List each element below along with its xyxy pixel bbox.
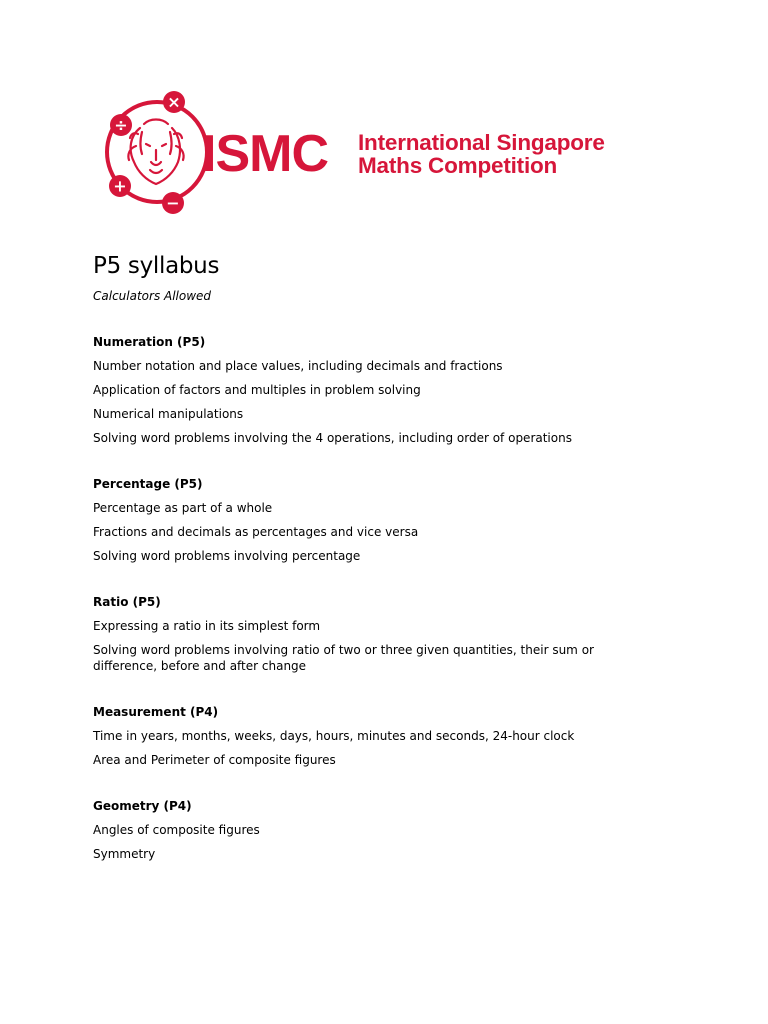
svg-text:+: + bbox=[113, 176, 127, 196]
section-measurement bbox=[93, 704, 693, 768]
page-title: P5 syllabus bbox=[93, 253, 220, 279]
logo-mark-text: ISMC bbox=[202, 125, 328, 183]
list-item: Percentage as part of a whole bbox=[93, 501, 273, 515]
list-item: Time in years, months, weeks, days, hours, minutes and seconds, 24-hour clock bbox=[93, 729, 575, 743]
list-item: Solving word problems involving percentage bbox=[93, 549, 361, 563]
section-heading: Measurement (P4) bbox=[93, 705, 219, 719]
logo-full-name bbox=[358, 131, 605, 177]
list-item: Area and Perimeter of composite figures bbox=[93, 753, 336, 767]
list-item: Expressing a ratio in its simplest form bbox=[93, 619, 321, 633]
list-item: Fractions and decimals as percentages and vice versa bbox=[93, 525, 419, 539]
section-numeration bbox=[93, 334, 693, 446]
list-item: Application of factors and multiples in problem solving bbox=[93, 383, 421, 397]
syllabus-content bbox=[93, 250, 693, 862]
section-heading: Percentage (P5) bbox=[93, 477, 203, 491]
section-percentage bbox=[93, 476, 693, 564]
logo-name-line-1: International Singapore bbox=[358, 130, 605, 155]
page-subtitle: Calculators Allowed bbox=[93, 289, 212, 303]
section-heading: Geometry (P4) bbox=[93, 799, 192, 813]
list-item: Number notation and place values, including decimals and fractions bbox=[93, 359, 503, 373]
section-ratio bbox=[93, 594, 693, 674]
list-item: Symmetry bbox=[93, 847, 156, 861]
list-item: Solving word problems involving ratio of two or three given quantities, their sum or difference, before and after change bbox=[93, 643, 594, 673]
svg-text:÷: ÷ bbox=[114, 115, 128, 135]
svg-text:−: − bbox=[166, 193, 180, 213]
list-item: Solving word problems involving the 4 operations, including order of operations bbox=[93, 431, 572, 445]
list-item: Angles of composite figures bbox=[93, 823, 260, 837]
list-item: Numerical manipulations bbox=[93, 407, 244, 421]
svg-text:×: × bbox=[167, 92, 181, 112]
section-heading: Numeration (P5) bbox=[93, 335, 206, 349]
section-geometry bbox=[93, 798, 693, 862]
logo-name-line-2: Maths Competition bbox=[358, 153, 558, 178]
section-heading: Ratio (P5) bbox=[93, 595, 161, 609]
